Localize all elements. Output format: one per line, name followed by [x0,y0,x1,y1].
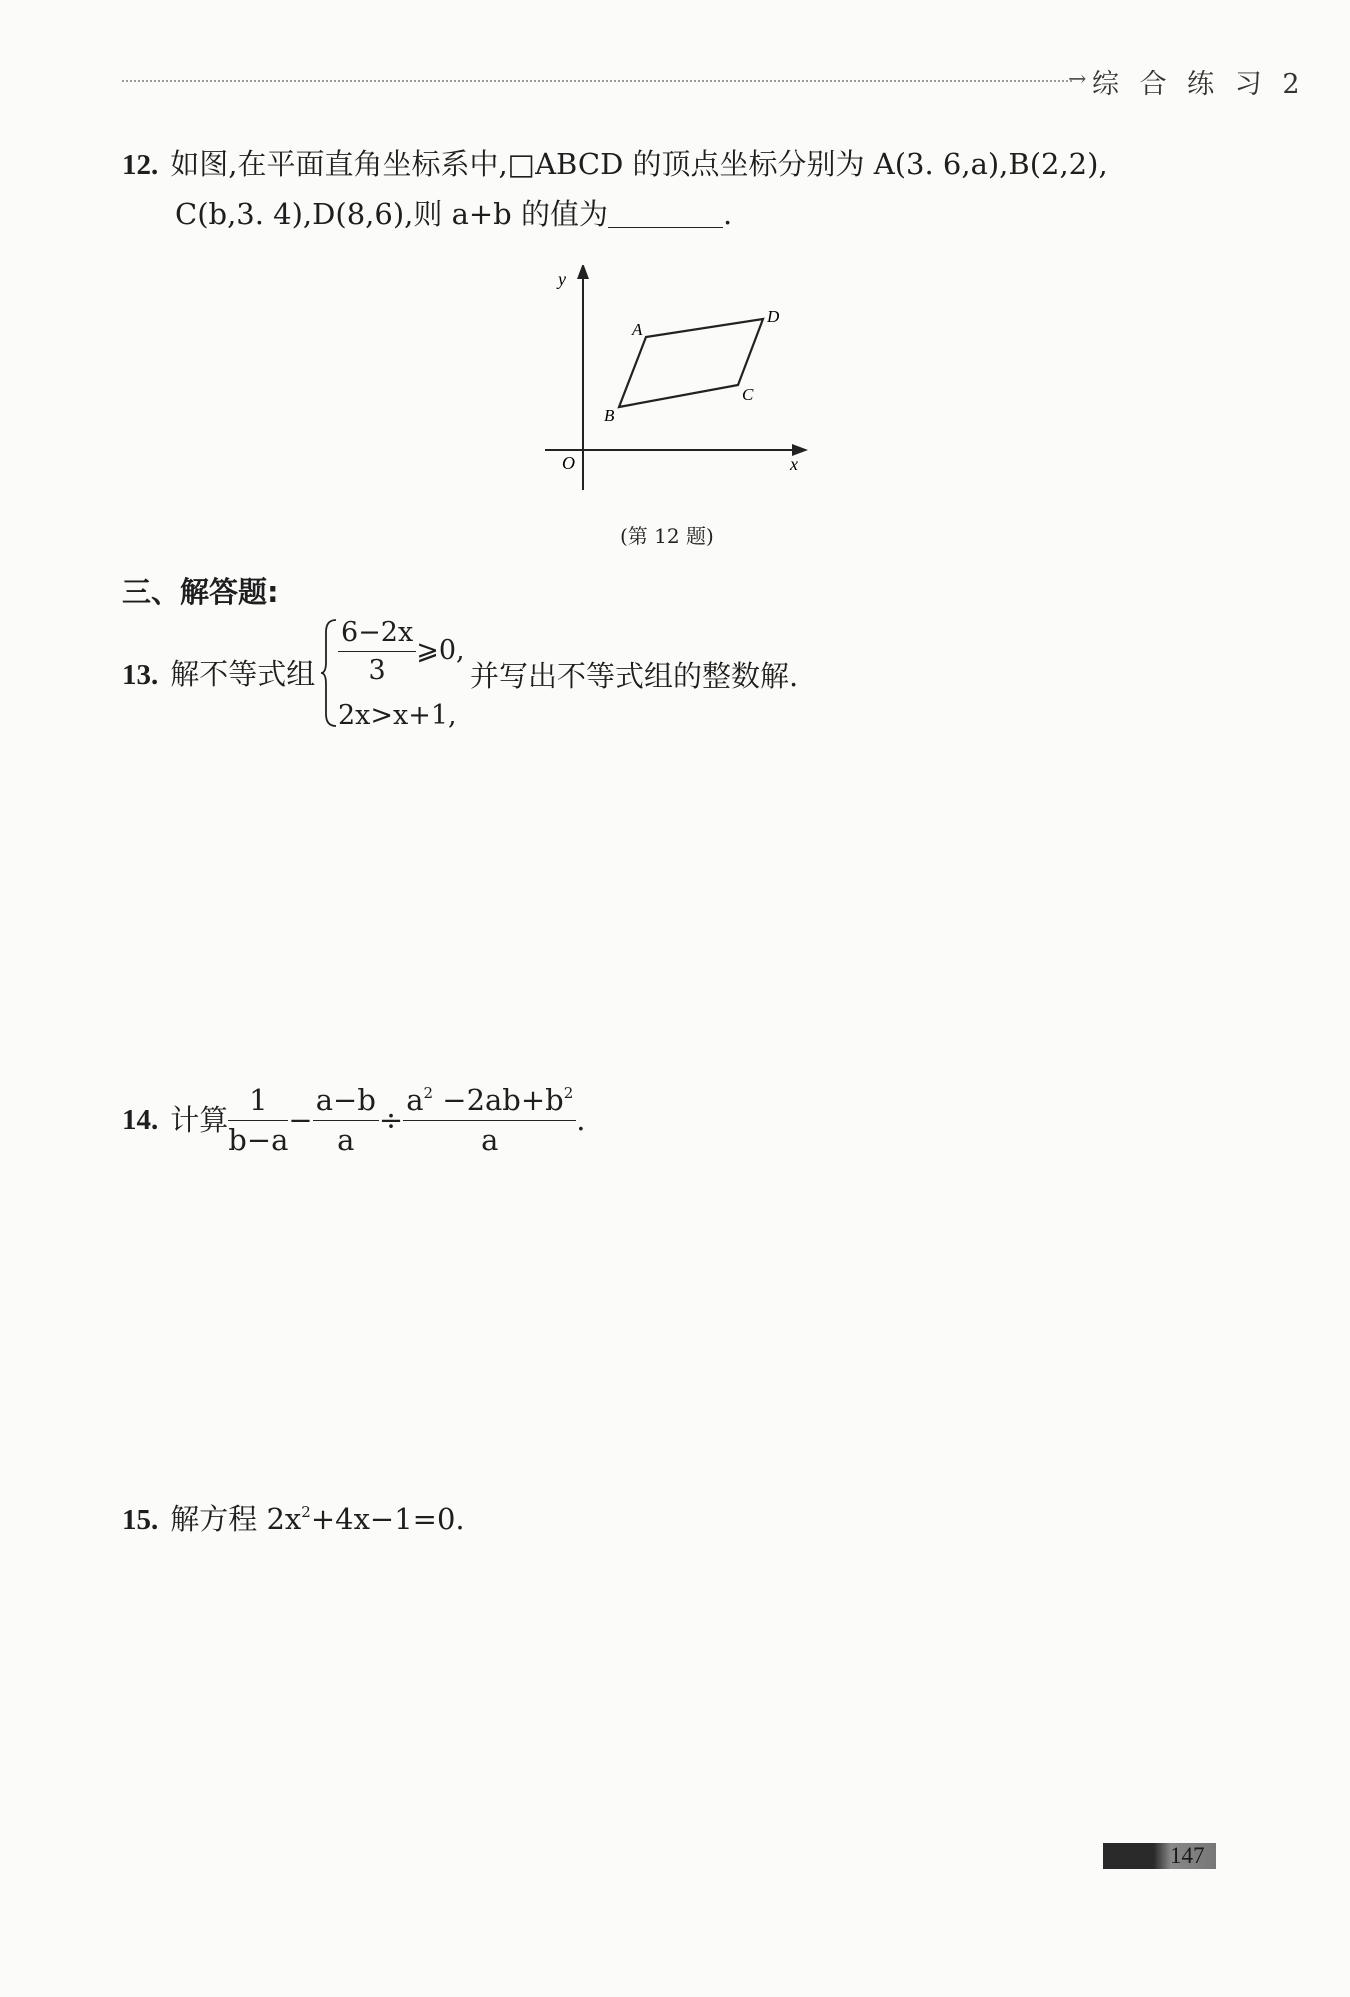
label-c: C [742,385,754,404]
question-13-lead-text: 解不等式组 [170,657,316,691]
question-14-lead: 计算 [170,1103,229,1138]
question-12-line1 [122,147,1108,181]
inequality-1 [338,618,465,685]
label-y: y [558,269,566,289]
question-15: 15. 解方程 $2x^2+4x-1=0$. [122,1502,465,1536]
question-15-lead: 解方程 [170,1502,267,1536]
question-13-tail: 并写出不等式组的整数解. [470,659,799,693]
divide-sign: ÷ [378,1103,404,1138]
label-x: x [790,454,798,474]
inequality-2: 2x>x+1, [338,700,457,731]
minus-sign: − [288,1103,313,1138]
header-title: 综 合 练 习 2 [1092,69,1306,100]
label-d: D [767,307,780,326]
header-rule [122,80,1072,82]
question-12-text1: 如图,在平面直角坐标系中,□ABCD 的顶点坐标分别为 A(3. 6,a),B(2,2), [170,147,1108,181]
label-a: A [632,320,643,339]
question-12-text2: C(b,3. 4),D(8,6),则 a+b 的值为 [175,197,608,231]
question-12-end: . [722,197,733,231]
system-brace [320,618,338,728]
question-13-number: 13. [122,659,159,691]
parallelogram-figure [540,265,810,505]
figure-caption: (第 12 题) [620,524,714,548]
question-14 [122,1085,586,1157]
question-14-end: . [576,1103,586,1138]
fraction-a-b-over-a: $\frac{a-b}{a}$ [313,1085,379,1157]
fraction-1-over-b-a: $\frac{1}{b-a}$ [228,1083,289,1157]
section-heading: 三、解答题: [122,575,279,609]
question-12-line2 [175,197,733,231]
inequality-1-rest: ⩾0, [416,635,465,667]
arrow-icon: → [1068,67,1087,92]
page-number: 147 [1170,1843,1205,1868]
question-14-number: 14. [122,1104,159,1137]
fraction-square-over-a: $\frac{a^2 -2ab+b^2}{a}$ [403,1085,576,1157]
fraction-6-2x-over-3: $\frac{6-2x}{3}$ [338,618,416,685]
label-b: B [604,406,615,425]
answer-blank[interactable] [608,201,723,228]
question-13-lead [122,657,316,691]
question-15-number: 15. [122,1504,159,1536]
question-12-number: 12. [122,149,159,181]
label-origin: O [562,453,575,473]
